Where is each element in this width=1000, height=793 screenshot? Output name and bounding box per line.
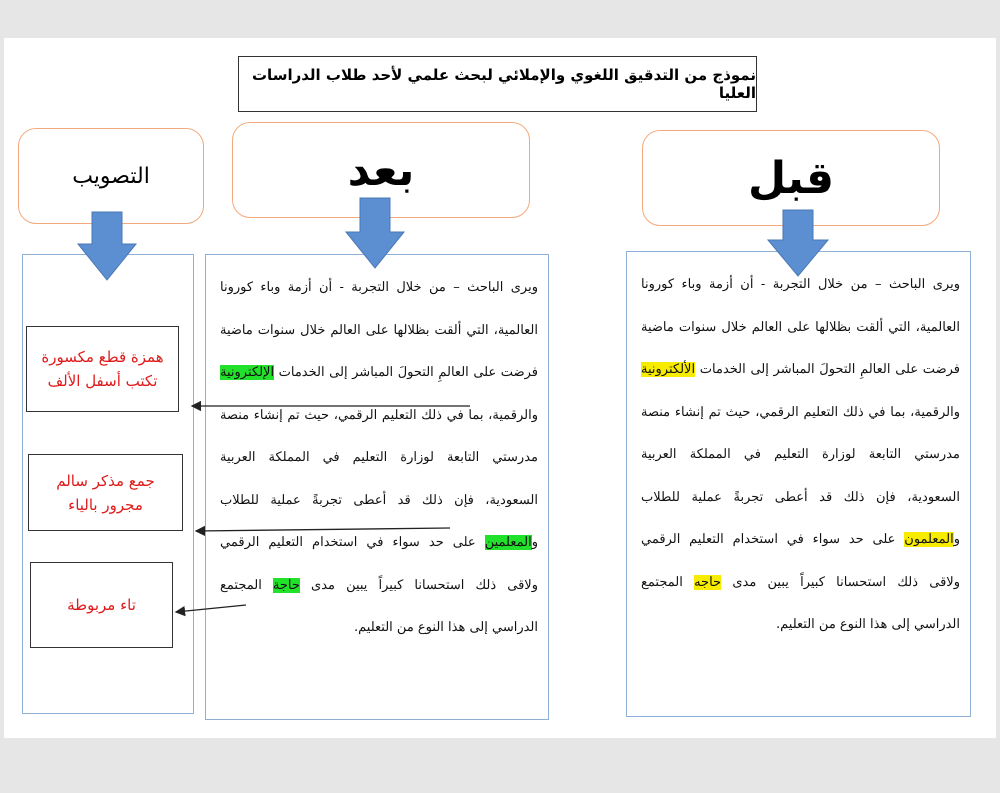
after-paragraph (220, 267, 538, 650)
before-text-part-4: المجتمع الدراسي إلى هذا النوع من التعليم. (641, 574, 960, 632)
page-title: نموذج من التدقيق اللغوي والإملائي لبحث علمي لأحد طلاب الدراسات العليا (238, 56, 757, 112)
after-text-part-1: ويرى الباحث – من خلال التجربة - أن أزمة وباء كورونا العالمية، التي ألقت بظلالها على العالم خلال سنوات ماضية فرضت على العالمِ التحولَ المباشر إلى الخدمات (220, 280, 538, 380)
header-after: بعد (232, 122, 530, 218)
correction-note-1: همزة قطع مكسورة تكتب أسفل الألف (26, 326, 179, 412)
after-text-part-3: على حد سواء في استخدام التعليم الرقمي ولاقى ذلك استحسانا كبيراً يبين مدى (220, 535, 538, 593)
correction-note-3: تاء مربوطة (30, 562, 173, 648)
header-correction: التصويب (18, 128, 204, 224)
before-error-word-1: الألكترونية (641, 362, 696, 377)
before-error-word-3: حاجه (694, 574, 722, 590)
before-text-part-1: ويرى الباحث – من خلال التجربة - أن أزمة وباء كورونا العالمية، التي ألقت بظلالها على العالم خلال سنوات ماضية فرضت على العالمِ التحولَ المباشر إلى الخدمات (641, 277, 960, 377)
header-before: قبل (642, 130, 940, 226)
before-text-part-3: على حد سواء في استخدام التعليم الرقمي ولاقى ذلك استحسانا كبيراً يبين مدى (641, 532, 960, 590)
after-text-part-2: والرقمية، بما في ذلك التعليم الرقمي، حيث تم إنشاء منصة مدرستي التابعة لوزارة التعليم في المملكة العربية السعودية، فإن ذلك قد أعطى تجربةً عملية للطلاب و (220, 407, 538, 550)
before-error-word-2: المعلمون (904, 532, 954, 547)
before-column (626, 251, 971, 717)
correction-note-2: جمع مذكر سالم مجرور بالياء (28, 454, 183, 531)
after-column (205, 254, 549, 720)
after-corrected-word-2: المعلمين (484, 535, 532, 550)
after-text-part-4: المجتمع الدراسي إلى هذا النوع من التعليم. (220, 577, 538, 635)
before-paragraph (641, 264, 960, 647)
after-corrected-word-1: الإلكترونية (220, 365, 275, 380)
before-text-part-2: والرقمية، بما في ذلك التعليم الرقمي، حيث تم إنشاء منصة مدرستي التابعة لوزارة التعليم في المملكة العربية السعودية، فإن ذلك قد أعطى تجربةً عملية للطلاب و (641, 404, 960, 547)
after-corrected-word-3: حاجة (272, 577, 300, 593)
